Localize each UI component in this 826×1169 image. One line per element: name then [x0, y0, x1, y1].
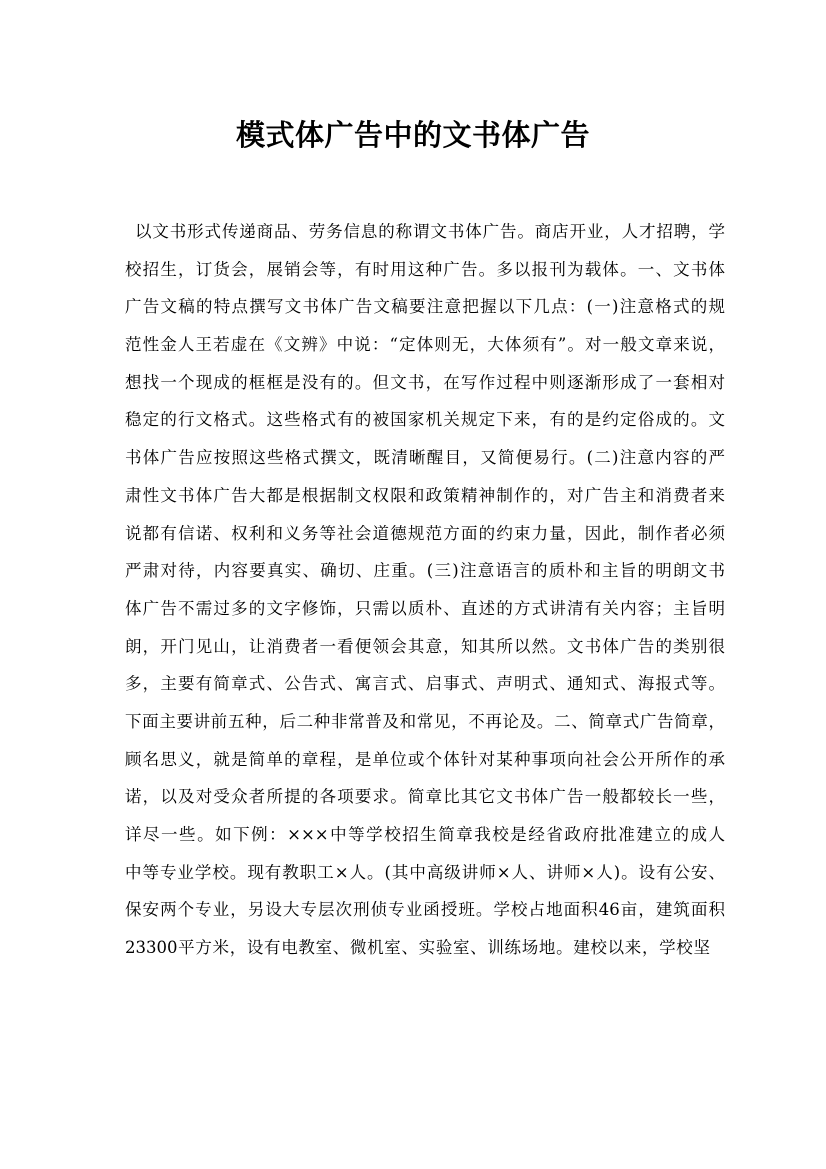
paragraph-line: 体广告不需过多的文字修饰，只需以质朴、直述的方式讲清有关内容；主旨明 — [125, 598, 725, 618]
paragraph-line: 肃性文书体广告大都是根据制文权限和政策精神制作的，对广告主和消费者来 — [125, 485, 725, 505]
document-body — [125, 213, 725, 967]
paragraph-line: 稳定的行文格式。这些格式有的被国家机关规定下来，有的是约定俗成的。文 — [125, 410, 725, 430]
paragraph-line: 多，主要有简章式、公告式、寓言式、启事式、声明式、通知式、海报式等。 — [125, 674, 725, 694]
paragraph-line: 下面主要讲前五种，后二种非常普及和常见，不再论及。二、简章式广告简章， — [125, 711, 725, 731]
paragraph-line: 详尽一些。如下例：×××中等学校招生简章我校是经省政府批准建立的成人 — [125, 825, 725, 844]
paragraph-line: 严肃对待，内容要真实、确切、庄重。(三)注意语言的质朴和主旨的明朗文书 — [125, 561, 725, 581]
paragraph-line: 校招生，订货会，展销会等，有时用这种广告。多以报刊为载体。一、文书体 — [125, 259, 725, 279]
paragraph-line: 范性金人王若虚在《文辨》中说：“定体则无，大体须有”。对一般文章来说， — [125, 335, 725, 355]
paragraph-line: 朗，开门见山，让消费者一看便领会其意，知其所以然。文书体广告的类别很 — [125, 636, 725, 656]
paragraph-line: 以文书形式传递商品、劳务信息的称谓文书体广告。商店开业，人才招聘，学 — [135, 222, 725, 241]
paragraph-line: 保安两个专业，另设大专层次刑侦专业函授班。学校占地面积46亩，建筑面积 — [125, 900, 725, 920]
paragraph-line: 书体广告应按照这些格式撰文，既清晰醒目，又简便易行。(二)注意内容的严 — [125, 448, 725, 468]
paragraph-line: 23300平方米，设有电教室、微机室、实验室、训练场地。建校以来，学校坚 — [125, 938, 710, 958]
document-title: 模式体广告中的文书体广告 — [235, 118, 590, 152]
paragraph-line: 顾名思义，就是简单的章程，是单位或个体针对某种事项向社会公开所作的承 — [125, 749, 725, 769]
paragraph-line: 诺，以及对受众者所提的各项要求。简章比其它文书体广告一般都较长一些， — [125, 787, 725, 807]
paragraph-line: 广告文稿的特点撰写文书体广告文稿要注意把握以下几点：(一)注意格式的规 — [125, 297, 725, 317]
paragraph-line: 想找一个现成的框框是没有的。但文书，在写作过程中则逐渐形成了一套相对 — [125, 372, 725, 392]
paragraph-line: 说都有信诺、权利和义务等社会道德规范方面的约束力量，因此，制作者必须 — [125, 523, 725, 543]
paragraph-line: 中等专业学校。现有教职工×人。(其中高级讲师×人、讲师×人)。设有公安、 — [125, 862, 725, 882]
